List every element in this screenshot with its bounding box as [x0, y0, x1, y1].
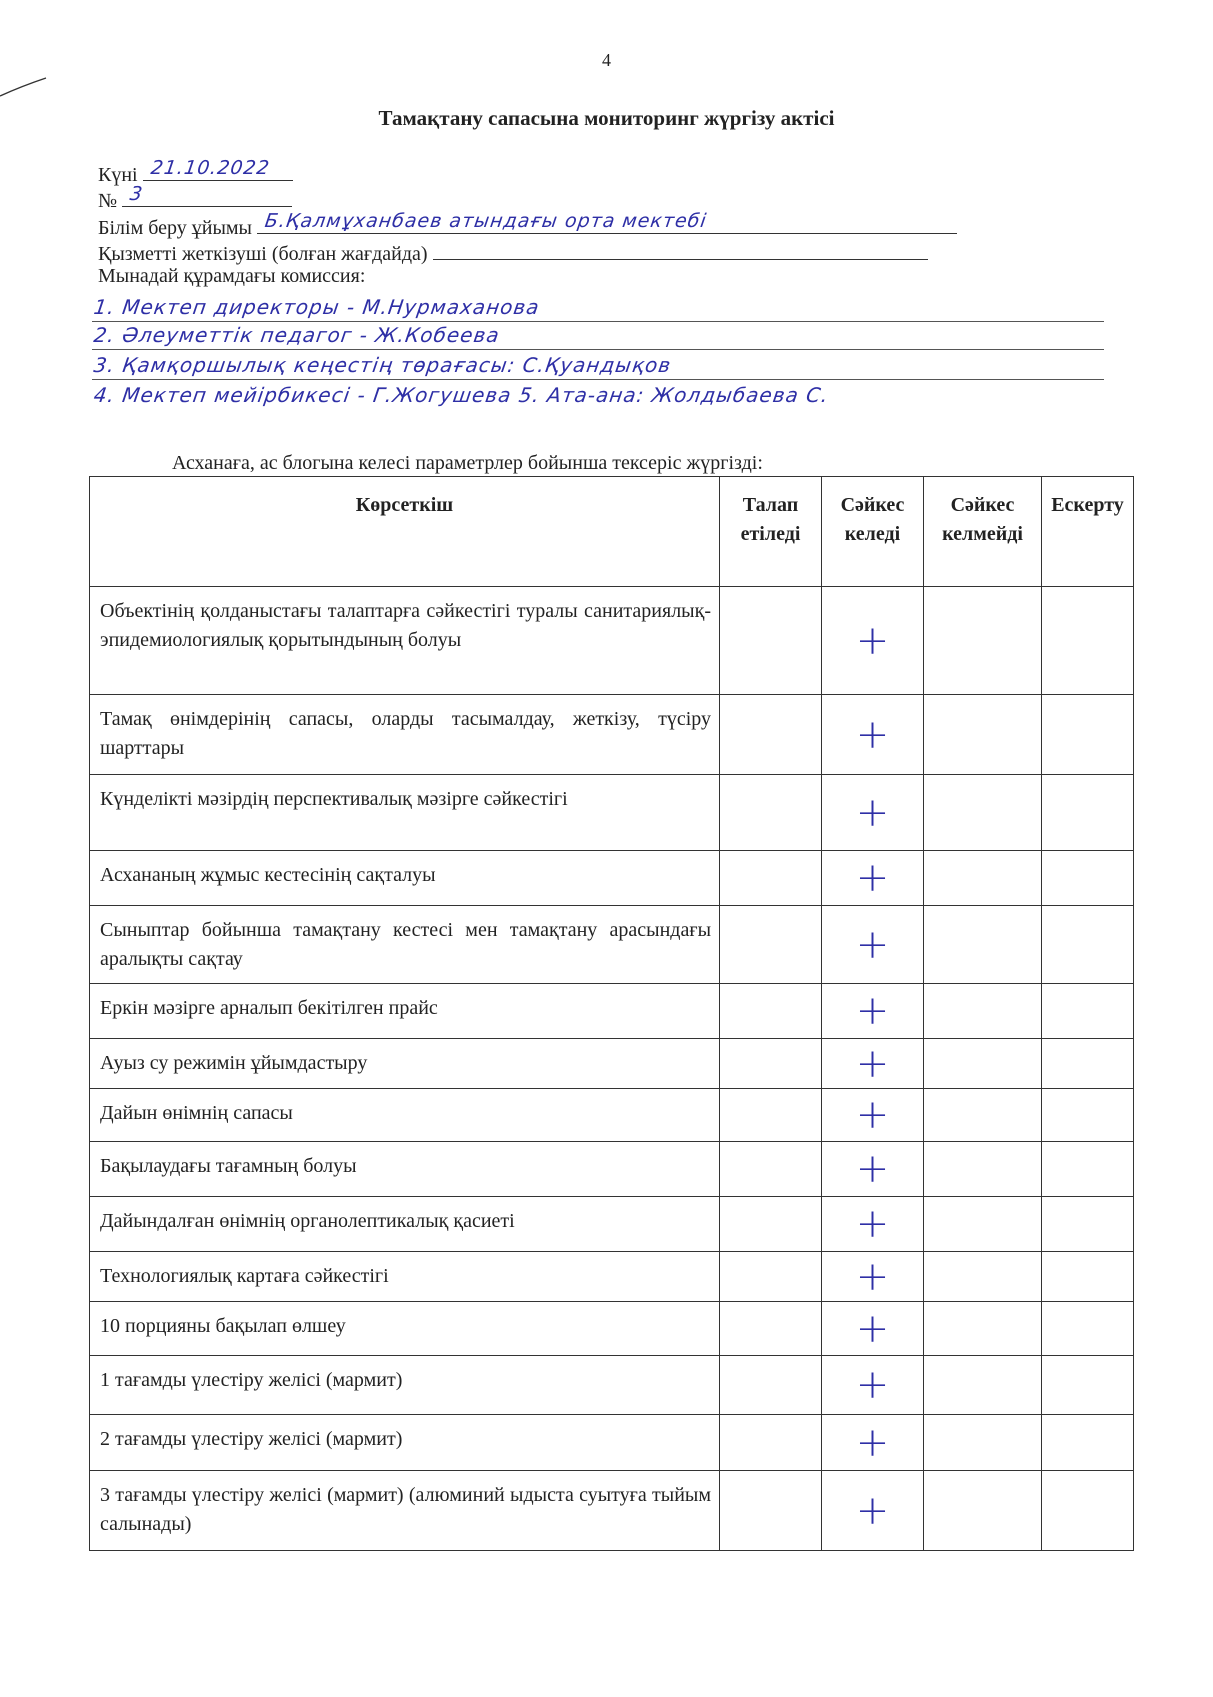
- criterion-cell: Тамақ өнімдерінің сапасы, оларды тасымалдау, жеткізу, түсіру шарттары: [90, 695, 720, 775]
- number-value: 3: [128, 183, 145, 205]
- table-row: [90, 1302, 1134, 1356]
- complies-cell: [822, 1197, 924, 1252]
- plus-mark: +: [855, 1146, 890, 1192]
- complies-cell: [822, 1039, 924, 1089]
- complies-cell: [822, 1471, 924, 1551]
- not-complies-cell: [924, 1252, 1042, 1302]
- commission-member-2: 2. Әлеуметтік педагог - Ж.Кобеева: [92, 323, 502, 347]
- note-cell: [1042, 1197, 1134, 1252]
- not-complies-cell: [924, 775, 1042, 851]
- complies-cell: [822, 1356, 924, 1415]
- organization-field: [98, 210, 957, 240]
- not-complies-cell: [924, 1039, 1042, 1089]
- plus-mark: +: [855, 1253, 890, 1300]
- note-cell: [1042, 984, 1134, 1039]
- required-cell: [720, 984, 822, 1039]
- required-cell: [720, 775, 822, 851]
- not-complies-cell: [924, 1356, 1042, 1415]
- table-row: [90, 1089, 1134, 1142]
- plus-mark: +: [855, 921, 890, 968]
- plus-mark: +: [855, 1092, 890, 1138]
- commission-line-4: [92, 381, 1104, 409]
- note-cell: [1042, 695, 1134, 775]
- page-number: 4: [602, 50, 611, 70]
- criterion-cell: Сыныптар бойынша тамақтану кестесі мен тамақтану арасындағы аралықты сақтау: [90, 906, 720, 984]
- table-row: [90, 775, 1134, 851]
- not-complies-cell: [924, 1415, 1042, 1471]
- complies-cell: [822, 775, 924, 851]
- criterion-cell: Еркін мәзірге арналып бекітілген прайс: [90, 984, 720, 1039]
- corner-pen-mark: [0, 74, 50, 104]
- not-complies-cell: [924, 695, 1042, 775]
- required-cell: [720, 906, 822, 984]
- criterion-cell: Дайын өнімнің сапасы: [90, 1089, 720, 1142]
- criterion-cell: Бақылаудағы тағамның болуы: [90, 1142, 720, 1197]
- criterion-cell: Дайындалған өнімнің органолептикалық қасиеті: [90, 1197, 720, 1252]
- intro-text: Асханаға, ас блогына келесі параметрлер бойынша тексеріс жүргізді:: [172, 452, 763, 474]
- plus-mark: +: [855, 1419, 890, 1466]
- document-title: Тамақтану сапасына мониторинг жүргізу актісі: [378, 106, 835, 130]
- commission-line-1: [92, 293, 1104, 322]
- not-complies-cell: [924, 1142, 1042, 1197]
- inspection-table: [89, 476, 1134, 1551]
- plus-mark: +: [855, 617, 890, 664]
- note-cell: [1042, 906, 1134, 984]
- required-cell: [720, 1252, 822, 1302]
- header-complies: Сәйкес келеді: [822, 477, 924, 587]
- required-cell: [720, 1197, 822, 1252]
- table-row: [90, 906, 1134, 984]
- required-cell: [720, 1302, 822, 1356]
- table-header-row: [90, 477, 1134, 587]
- plus-mark: +: [855, 1305, 890, 1352]
- note-cell: [1042, 1356, 1134, 1415]
- header-note: Ескерту: [1042, 477, 1134, 587]
- date-field: [98, 157, 293, 187]
- table-row: [90, 1415, 1134, 1471]
- plus-mark: +: [855, 1362, 890, 1408]
- complies-cell: [822, 984, 924, 1039]
- criterion-cell: Объектінің қолданыстағы талаптарға сәйкестігі туралы санитариялық-эпидемиологиялық қорытындының болуы: [90, 587, 720, 695]
- criterion-cell: 2 тағамды үлестіру желісі (мармит): [90, 1415, 720, 1471]
- required-cell: [720, 1142, 822, 1197]
- note-cell: [1042, 1089, 1134, 1142]
- number-label: №: [98, 190, 118, 212]
- not-complies-cell: [924, 1471, 1042, 1551]
- note-cell: [1042, 587, 1134, 695]
- header-required: Талап етіледі: [720, 477, 822, 587]
- plus-mark: +: [855, 988, 890, 1034]
- plus-mark: +: [855, 1040, 890, 1087]
- commission-member-1: 1. Мектеп директоры - М.Нурмаханова: [92, 295, 542, 319]
- criterion-cell: Ауыз су режимін ұйымдастыру: [90, 1039, 720, 1089]
- organization-label: Білім беру ұйымы: [98, 217, 252, 239]
- required-cell: [720, 1471, 822, 1551]
- plus-mark: +: [855, 789, 890, 836]
- provider-label: Қызметті жеткізуші (болған жағдайда): [98, 243, 428, 265]
- plus-mark: +: [855, 1487, 890, 1534]
- note-cell: [1042, 1302, 1134, 1356]
- header-indicator: Көрсеткіш: [90, 477, 720, 587]
- complies-cell: [822, 587, 924, 695]
- plus-mark: +: [855, 855, 890, 901]
- complies-cell: [822, 906, 924, 984]
- commission-line-2: [92, 321, 1104, 350]
- note-cell: [1042, 775, 1134, 851]
- number-line: [122, 183, 292, 207]
- provider-line: [433, 239, 928, 260]
- required-cell: [720, 1039, 822, 1089]
- complies-cell: [822, 1415, 924, 1471]
- table-row: [90, 1471, 1134, 1551]
- required-cell: [720, 587, 822, 695]
- table-row: [90, 587, 1134, 695]
- note-cell: [1042, 1039, 1134, 1089]
- note-cell: [1042, 1252, 1134, 1302]
- required-cell: [720, 851, 822, 906]
- number-field: [98, 183, 292, 213]
- commission-label: Мынадай құрамдағы комиссия:: [98, 265, 366, 287]
- plus-mark: +: [855, 711, 890, 758]
- provider-field: [98, 239, 928, 266]
- complies-cell: [822, 1302, 924, 1356]
- table-row: [90, 695, 1134, 775]
- date-value: 21.10.2022: [149, 157, 271, 179]
- table-row: [90, 1197, 1134, 1252]
- not-complies-cell: [924, 1089, 1042, 1142]
- plus-mark: +: [855, 1201, 890, 1247]
- criterion-cell: Күнделікті мәзірдің перспективалық мәзірге сәйкестігі: [90, 775, 720, 851]
- not-complies-cell: [924, 851, 1042, 906]
- table-row: [90, 1252, 1134, 1302]
- table-row: [90, 1142, 1134, 1197]
- not-complies-cell: [924, 587, 1042, 695]
- header-not-complies: Сәйкес келмейді: [924, 477, 1042, 587]
- not-complies-cell: [924, 906, 1042, 984]
- required-cell: [720, 1415, 822, 1471]
- required-cell: [720, 695, 822, 775]
- date-label: Күні: [98, 164, 138, 186]
- table-body: [90, 587, 1134, 1551]
- note-cell: [1042, 1142, 1134, 1197]
- criterion-cell: 10 порцияны бақылап өлшеу: [90, 1302, 720, 1356]
- table-row: [90, 851, 1134, 906]
- commission-member-4: 4. Мектеп мейірбикесі - Г.Жогушева 5. Ата-ана: Жолдыбаева С.: [92, 383, 831, 407]
- criterion-cell: 3 тағамды үлестіру желісі (мармит) (алюминий ыдыста суытуға тыйым салынады): [90, 1471, 720, 1551]
- organization-line: [257, 210, 957, 234]
- note-cell: [1042, 1415, 1134, 1471]
- criterion-cell: 1 тағамды үлестіру желісі (мармит): [90, 1356, 720, 1415]
- note-cell: [1042, 851, 1134, 906]
- complies-cell: [822, 1252, 924, 1302]
- criterion-cell: Технологиялық картаға сәйкестігі: [90, 1252, 720, 1302]
- table-row: [90, 984, 1134, 1039]
- not-complies-cell: [924, 984, 1042, 1039]
- organization-value: Б.Қалмұханбаев атындағы орта мектебі: [263, 210, 709, 232]
- not-complies-cell: [924, 1302, 1042, 1356]
- note-cell: [1042, 1471, 1134, 1551]
- commission-member-3: 3. Қамқоршылық кеңестің төрағасы: С.Қуандықов: [92, 353, 673, 377]
- commission-line-3: [92, 351, 1104, 380]
- complies-cell: [822, 695, 924, 775]
- complies-cell: [822, 851, 924, 906]
- criterion-cell: Асхананың жұмыс кестесінің сақталуы: [90, 851, 720, 906]
- required-cell: [720, 1356, 822, 1415]
- table-row: [90, 1039, 1134, 1089]
- table-row: [90, 1356, 1134, 1415]
- complies-cell: [822, 1142, 924, 1197]
- date-line: [143, 157, 293, 181]
- required-cell: [720, 1089, 822, 1142]
- not-complies-cell: [924, 1197, 1042, 1252]
- complies-cell: [822, 1089, 924, 1142]
